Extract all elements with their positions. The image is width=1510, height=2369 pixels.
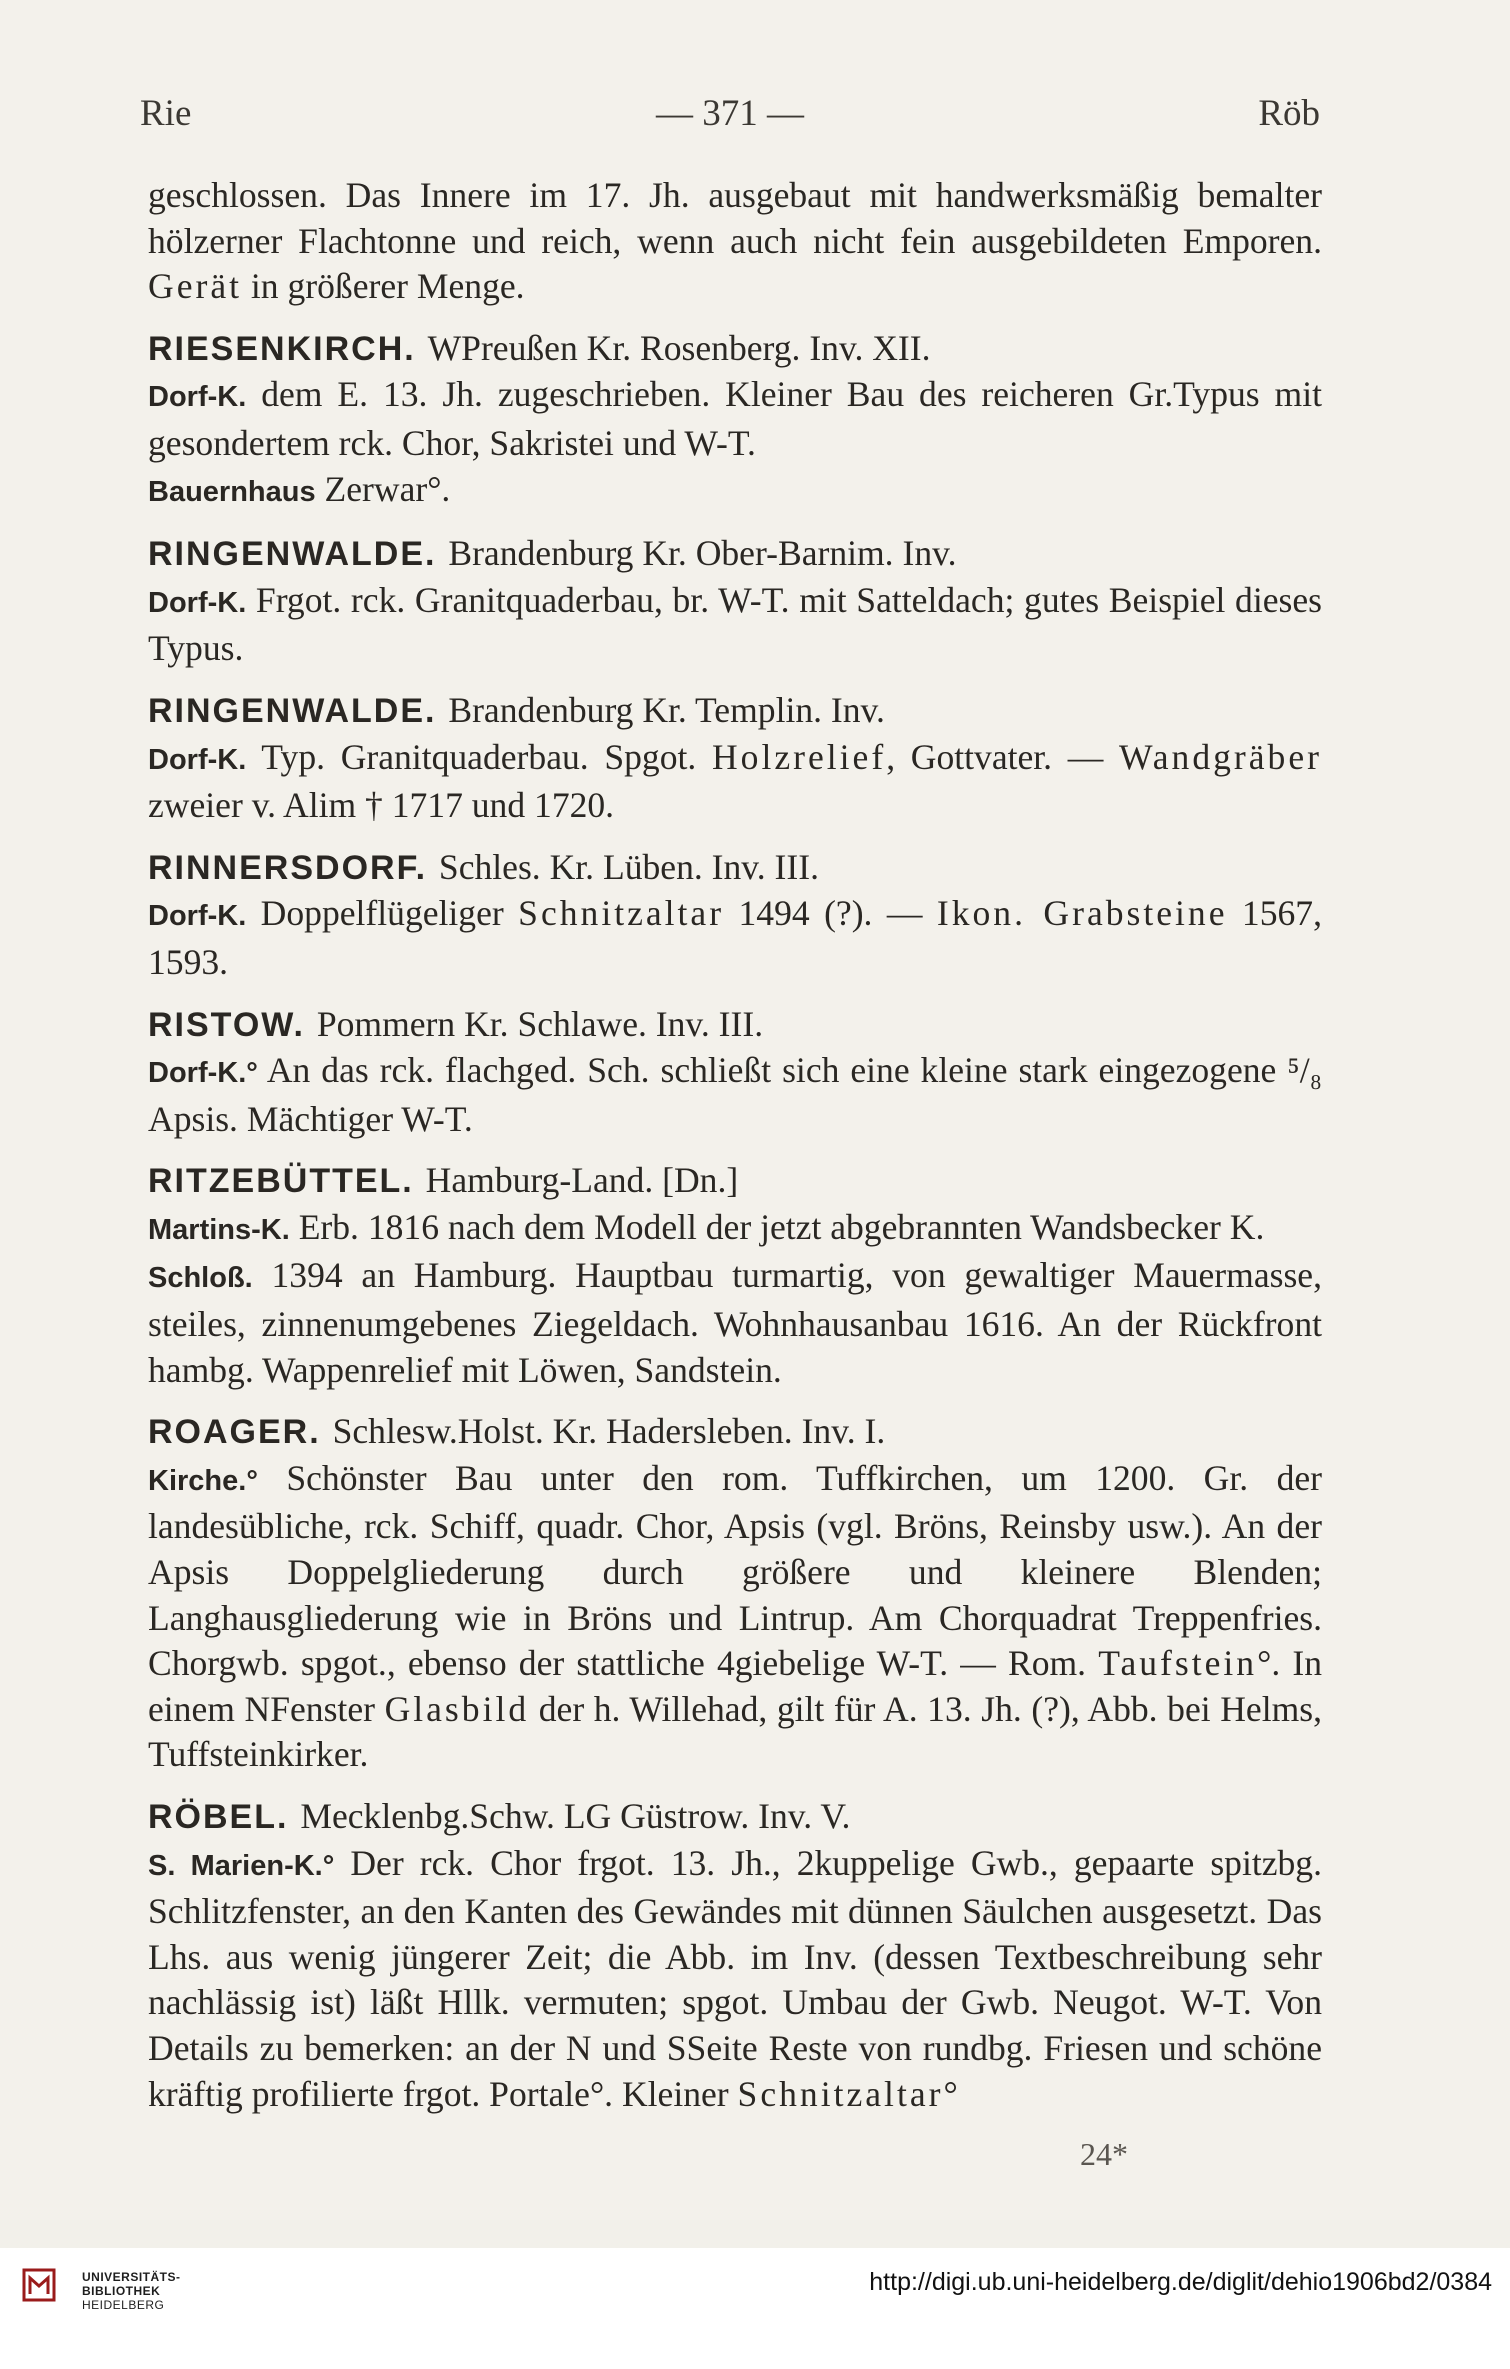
entry-heading-ritzebuettel: RITZEBÜTTEL. Hamburg-Land. [Dn.] xyxy=(148,1160,739,1201)
library-logo-icon xyxy=(22,2268,56,2302)
entry-rinnersdorf-text: Dorf-K. Doppelflügeliger Schnitzaltar 1494 (?). — Ikon. Grabsteine 1567, 1593. xyxy=(148,893,1322,982)
entry-roager-text: Kirche.° Schönster Bau unter den rom. Tuffkirchen, um 1200. Gr. der landesübliche, rck. Schiff, quadr. Chor, Apsis (vgl. Bröns, Reinsby usw.). An der Apsis Doppelgliederung durch größere und kleinere Blenden; Langhausgliederung wie in Bröns und Lintrup. Am Chorquadrat Treppenfries. Chorgwb. spgot., ebenso der stattliche 4giebelige W-T. — Rom. Taufstein°. In einem NFenster Glasbild der h. Willehad, gilt für A. 13. Jh. (?), Abb. bei Helms, Tuffsteinkirker. xyxy=(148,1457,1323,1775)
entry-ritzebuettel-schloss: Schloß. 1394 an Hamburg. Hauptbau turmartig, von gewaltiger Mauermasse, steiles, zinnenumgebenes Ziegeldach. Wohnhausanbau 1616. An der Rückfront hambg. Wappenrelief mit Löwen, Sandstein. xyxy=(148,1255,1322,1390)
library-logo-text: UNIVERSITÄTS- BIBLIOTHEK HEIDELBERG xyxy=(82,2270,181,2312)
entry-heading-roebel: RÖBEL. Mecklenbg.Schw. LG Güstrow. Inv. V. xyxy=(148,1796,851,1836)
entry-heading-ristow: RISTOW. Pommern Kr. Schlawe. Inv. III. xyxy=(148,1003,764,1044)
entry-heading-riesenkirch: RIESENKIRCH. WPreußen Kr. Rosenberg. Inv. XII. xyxy=(148,327,931,368)
entry-ristow-text: Dorf-K.° An das rck. flachged. Sch. schließt sich eine kleine stark eingezogene ⁵/₈ Apsis. Mächtiger W-T. xyxy=(148,1050,1322,1139)
source-url-link[interactable]: http://digi.ub.uni-heidelberg.de/diglit/dehio1906bd2/0384 xyxy=(869,2268,1492,2296)
entry-heading-ringenwalde-1: RINGENWALDE. Brandenburg Kr. Ober-Barnim. Inv. xyxy=(148,533,957,574)
entry-heading-ringenwalde-2: RINGENWALDE. Brandenburg Kr. Templin. Inv. xyxy=(148,689,885,730)
page-number: — 371 — xyxy=(656,93,804,134)
entry-roebel-text: S. Marien-K.° Der rck. Chor frgot. 13. Jh., 2kuppelige Gwb., gepaarte spitzbg. Schlitzfenster, an den Kanten des Gewändes mit dünnen Säulchen ausgesetzt. Das Lhs. aus wenig jüngerer Zeit; die Abb. im Inv. (dessen Textbeschreibung sehr nachlässig ist) läßt Hllk. vermuten; spgot. Umbau der Gwb. Neugot. W-T. Von Details zu bemerken: an der N und SSeite Reste von rundbg. Friesen und schöne kräftig profilierte frgot. Portale°. Kleiner Schnitzaltar° xyxy=(148,1842,1322,2114)
footer-bar xyxy=(0,2248,1510,2369)
running-head xyxy=(140,92,1320,142)
continuation-paragraph: geschlossen. Das Innere im 17. Jh. ausgebaut mit handwerksmäßig bemalter hölzerner Flachtonne und reich, wenn auch nicht fein ausgebildeten Emporen. Gerät in größerer Menge. xyxy=(148,175,1322,307)
entry-ringenwalde-1-text: Dorf-K. Frgot. rck. Granitquaderbau, br. W-T. mit Satteldach; gutes Beispiel dieses Typus. xyxy=(148,579,1322,669)
entry-ringenwalde-2-text: Dorf-K. Typ. Granitquaderbau. Spgot. Holzrelief, Gottvater. — Wandgräber zweier v. Alim † 1717 und 1720. xyxy=(148,736,1322,826)
entry-riesenkirch-dorfk: Dorf-K. dem E. 13. Jh. zugeschrieben. Kleiner Bau des reicheren Gr.Typus mit gesondertem rck. Chor, Sakristei und W-T. xyxy=(148,374,1322,463)
entry-heading-rinnersdorf: RINNERSDORF. Schles. Kr. Lüben. Inv. III. xyxy=(148,846,819,887)
entry-heading-roager: ROAGER. Schlesw.Holst. Kr. Hadersleben. Inv. I. xyxy=(148,1411,886,1452)
header-left: Rie xyxy=(140,93,192,134)
signature-mark: 24* xyxy=(1080,2136,1128,2172)
entry-ritzebuettel-martins: Martins-K. Erb. 1816 nach dem Modell der jetzt abgebrannten Wandsbecker K. xyxy=(148,1206,1265,1247)
header-right: Röb xyxy=(1258,93,1320,134)
entry-riesenkirch-bauernhaus: Bauernhaus Zerwar°. xyxy=(148,468,451,509)
body-text xyxy=(148,173,1322,2117)
